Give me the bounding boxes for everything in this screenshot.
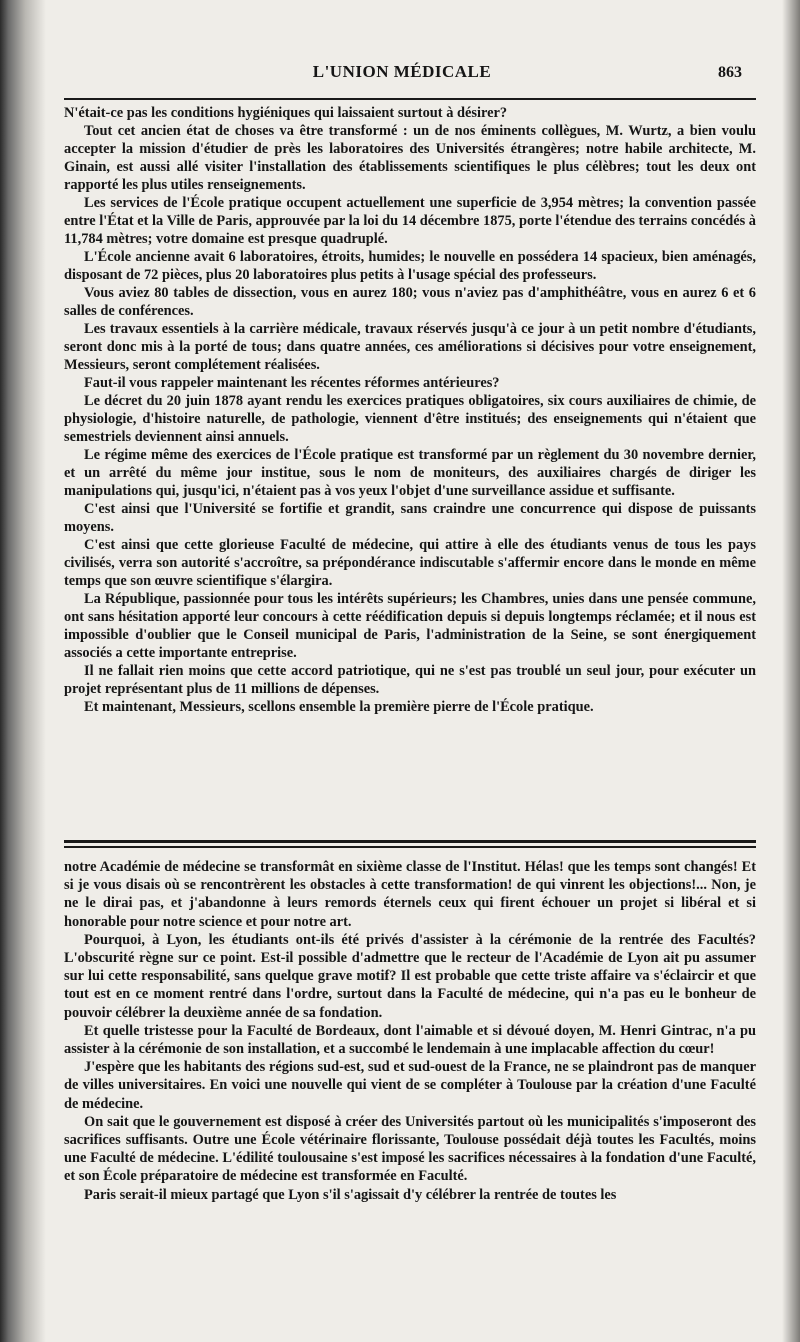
paragraph: On sait que le gouvernement est disposé à créer des Universités partout où les municipalités s'imposeront des sacrifices suffisants. Outre une École vétérinaire florissante, Toulouse possédait déjà toutes les Facultés, moins une Faculté de médecine. L'édilité toulousaine s'est imposé les sacrifices nécessaires à la fondation d'une Faculté, et son École préparatoire de médecine est transformée en Faculté. [64,1113,756,1185]
paragraph: Le régime même des exercices de l'École pratique est transformé par un règlement du 30 novembre dernier, et un arrêté du même jour institue, sous le nom de moniteurs, des auxiliaires chargés de diriger les manipulations qui, jusqu'ici, n'étaient pas à vos yeux l'objet d'une surveillance assidue et suffisante. [64,447,756,499]
paragraph: Faut-il vous rappeler maintenant les récentes réformes antérieures? [84,375,500,391]
running-title: L'UNION MÉDICALE [312,62,492,81]
paragraph: Pourquoi, à Lyon, les étudiants ont-ils été privés d'assister à la cérémonie de la rentrée des Facultés? L'obscurité règne sur ce point. Est-il possible d'admettre que le recteur de l'Académie de Lyon ait pu assumer sur lui cette responsabilité, sans quelque grave motif? Il est probable que cette triste affaire va s'éclaircir et que tout est en ce moment rentré dans l'ordre, surtout dans la Faculté de médecine, qui n'a pas eu le bonheur de pouvoir célébrer la deuxième année de sa fondation. [64,931,756,1021]
paragraph: Vous aviez 80 tables de dissection, vous en aurez 180; vous n'aviez pas d'amphithéâtre, vous en aurez 6 et 6 salles de conférences. [64,285,756,319]
page-number: 863 [718,64,742,81]
paragraph: J'espère que les habitants des régions sud-est, sud et sud-ouest de la France, ne se plaindront pas de manquer de villes universitaires. En voici une nouvelle qui vient de se compléter à Toulouse par la création d'une Faculté de médecine. [64,1059,756,1112]
paragraph: Tout cet ancien état de choses va être transformé : un de nos éminents collègues, M. Wurtz, a bien voulu accepter la mission d'étudier de près les laboratoires des Universités étrangères; notre habile architecte, M. Ginain, est aussi allé visiter l'installation des établissements scientifiques le plus célèbres; tout les deux ont rapporté les plus utiles renseignements. [64,123,756,193]
paragraph: C'est ainsi que l'Université se fortifie et grandit, sans craindre une concurrence qui dispose de puissants moyens. [64,501,756,535]
paragraph: Il ne fallait rien moins que cette accord patriotique, qui ne s'est pas troublé un seul jour, pour exécuter un projet représentant plus de 11 millions de dépenses. [64,663,756,697]
paragraph: Et quelle tristesse pour la Faculté de Bordeaux, dont l'aimable et si dévoué doyen, M. Henri Gintrac, n'a pu assister à la cérémonie de son installation, et a succombé le lendemain à une implacable affection du cœur! [64,1022,756,1058]
lower-article [64,858,756,1204]
page-header [62,58,742,88]
section-divider [64,840,756,848]
page-edge-shadow [782,0,800,1342]
paragraph: N'était-ce pas les conditions hygiéniques qui laissaient surtout à désirer? [64,105,508,121]
paragraph: Et maintenant, Messieurs, scellons ensemble la première pierre de l'École pratique. [84,699,594,715]
paragraph: La République, passionnée pour tous les intérêts supérieurs; les Chambres, unies dans une pensée commune, ont sans hésitation apporté leur concours à cette réédification depuis si depuis longtemps réclamée; et il nous est impossible d'oublier que le Conseil municipal de Paris, l'administration de la Seine, se sont énergiquement associés a cette importante entreprise. [64,591,756,661]
upper-article [64,104,756,716]
binding-shadow [0,0,46,1342]
paragraph: Les services de l'École pratique occupent actuellement une superficie de 3,954 mètres; la convention passée entre l'État et la Ville de Paris, approuvée par la loi du 14 décembre 1875, porte l'étendue des terrains concédés à 11,784 mètres; votre domaine est presque quadruplé. [64,195,757,247]
header-rule [64,98,756,100]
paragraph: L'École ancienne avait 6 laboratoires, étroits, humides; le nouvelle en possédera 14 spacieux, bien aménagés, disposant de 72 pièces, plus 20 laboratoires plus petits à l'usage spécial des professeurs. [64,249,756,283]
paragraph: C'est ainsi que cette glorieuse Faculté de médecine, qui attire à elle des étudiants venus de tous les pays civilisés, verra son autorité s'accroître, sa prépondérance indiscutable s'affermir encore dans le monde en même temps que son œuvre scientifique s'élargira. [64,537,756,589]
paragraph: Les travaux essentiels à la carrière médicale, travaux réservés jusqu'à ce jour à un petit nombre d'étudiants, seront donc mis à la porté de tous; dans quatre années, ces améliorations si décisives pour votre enseignement, Messieurs, seront complétement réalisées. [64,321,756,373]
paragraph: notre Académie de médecine se transformât en sixième classe de l'Institut. Hélas! que les temps sont changés! Et si je vous disais où se rencontrèrent les obstacles à cette transformation! de qui vinrent les objections!... Non, je ne le dirai pas, et j'abandonne à leurs remords éternels ceux qui firent échouer un projet si libéral et si honorable pour notre science et pour notre art. [64,859,756,930]
paragraph: Paris serait-il mieux partagé que Lyon s'il s'agissait d'y célébrer la rentrée de toutes les [84,1186,617,1203]
paragraph: Le décret du 20 juin 1878 ayant rendu les exercices pratiques obligatoires, six cours auxiliaires de chimie, de physiologie, d'histoire naturelle, de pathologie, viennent d'être institués; des enseignements qui n'étaient que semestriels deviennent ainsi annuels. [64,393,756,445]
